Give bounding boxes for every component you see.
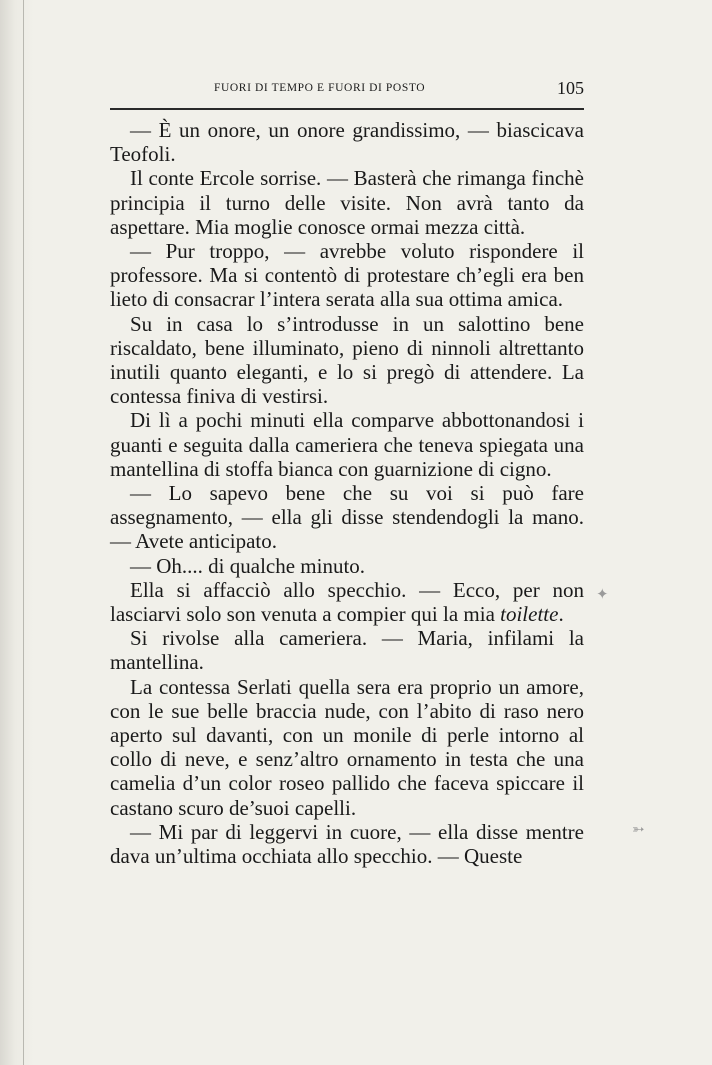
paragraph: Il conte Ercole sorrise. — Basterà che rimanga finchè principia il turno delle visite. Non avrà tanto da aspettare. Mia moglie conosce ormai mezza città.: [110, 166, 584, 239]
body-text: [110, 118, 584, 868]
paragraph: — Pur troppo, — avrebbe voluto rispondere il professore. Ma si contentò di protestare ch’egli era ben lieto di consacrar l’intera serata alla sua ottima amica.: [110, 239, 584, 312]
paragraph: — È un onore, un onore grandissimo, — biascicava Teofoli.: [110, 118, 584, 167]
page-edge: [0, 0, 34, 1065]
paragraph: — Mi par di leggervi in cuore, — ella disse mentre dava un’ultima occhiata allo specchio. — Queste: [110, 819, 584, 869]
paragraph: Su in casa lo s’introdusse in un salottino bene riscaldato, bene illuminato, pieno di ninnoli altrettanto inutili quanto eleganti, e lo si pregò di attendere. La contessa finiva di vestirsi.: [110, 311, 584, 409]
paragraph: — Lo sapevo bene che su voi si può fare assegnamento, — ella gli disse stendendogli la mano. — Avete anticipato.: [110, 481, 584, 554]
running-title: FUORI DI TEMPO E FUORI DI POSTO: [214, 82, 426, 94]
paragraph: Di lì a pochi minuti ella comparve abbottonandosi i guanti e seguita dalla cameriera che teneva spiegata una mantellina di stoffa bianca con guarnizione di cigno.: [110, 408, 584, 481]
paragraph: — Oh.... di qualche minuto.: [130, 553, 366, 578]
paragraph: Si rivolse alla cameriera. — Maria, infilami la mantellina.: [110, 626, 584, 675]
paragraph-text: .: [558, 602, 564, 627]
page-fold-line: [23, 0, 24, 1065]
paragraph: La contessa Serlati quella sera era proprio un amore, con le sue belle braccia nude, con l’abito di raso nero aperto sul davanti, con un monile di perle intorno al collo di neve, e senz’altro ornamento in testa che una camelia d’un color roseo pallido che faceva spiccare il castano scuro de’suoi capelli.: [110, 674, 584, 820]
page-header: [214, 78, 584, 102]
italic-term: toilette: [500, 602, 559, 627]
paragraph-text: Ella si affacciò allo specchio. — Ecco, per non lasciarvi solo son venuta a compier qui la mia: [110, 577, 584, 627]
header-rule: [110, 108, 584, 110]
page-number: 105: [557, 78, 584, 98]
smudge-mark: ✦: [596, 585, 609, 603]
paragraph: [110, 578, 584, 626]
smudge-mark: ➳: [632, 820, 645, 838]
